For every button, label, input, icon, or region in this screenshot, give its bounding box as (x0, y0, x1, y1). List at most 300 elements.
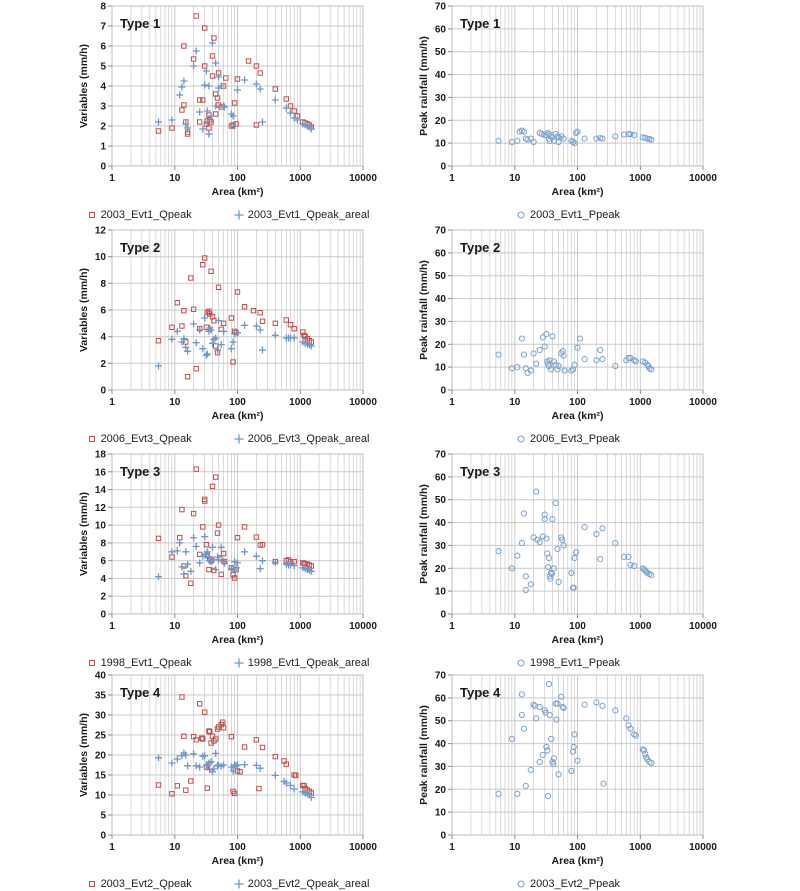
data-point-marker (224, 76, 228, 80)
y-tick-label: 70 (434, 450, 446, 461)
x-tick-label: 100 (229, 397, 246, 408)
x-tick-label: 1000 (629, 621, 652, 632)
x-axis-title: Area (km²) (211, 410, 264, 422)
legend-marker-square-icon (87, 658, 97, 668)
data-point-marker (242, 745, 246, 749)
data-point-marker (189, 276, 193, 280)
y-tick-label: 10 (94, 252, 106, 264)
data-point-marker (534, 489, 539, 494)
y-tick-label: 20 (94, 750, 106, 762)
data-point-marker (534, 361, 539, 366)
data-point-marker (257, 327, 264, 334)
data-point-marker (241, 548, 248, 555)
data-point-marker (528, 767, 533, 772)
data-point-marker (175, 784, 179, 788)
data-point-marker (219, 572, 223, 576)
data-point-marker (496, 352, 501, 357)
data-point-marker (272, 97, 279, 104)
data-point-marker (545, 748, 550, 753)
legend-entry (516, 878, 620, 890)
data-point-marker (259, 119, 266, 126)
data-point-marker (212, 566, 219, 573)
data-point-marker (230, 339, 237, 346)
y-tick-label: 12 (94, 502, 106, 514)
y-axis-title: Variables (mm/h) (78, 267, 90, 353)
data-point-marker (521, 511, 526, 516)
data-point-marker (198, 98, 202, 102)
data-point-marker (189, 779, 193, 783)
x-tick-label: 1000 (289, 173, 312, 184)
x-tick-label: 10000 (689, 397, 717, 408)
x-tick-label: 10 (169, 842, 181, 853)
data-point-marker (180, 108, 184, 112)
y-tick-label: 70 (434, 671, 446, 682)
y-tick-label: 20 (434, 563, 446, 575)
y-tick-label: 5 (100, 810, 106, 822)
chart-title: Type 1 (120, 16, 161, 31)
data-point-marker (521, 726, 526, 731)
x-tick-label: 1 (109, 621, 115, 632)
data-point-marker (537, 759, 542, 764)
data-point-marker (272, 772, 279, 779)
data-point-marker (185, 375, 189, 379)
y-tick-label: 10 (434, 586, 446, 598)
data-point-marker (523, 587, 528, 592)
y-tick-label: 30 (94, 710, 106, 722)
scatter-plot (418, 2, 718, 200)
legend-label: 1998_Evt1_Qpeak_areal (247, 657, 370, 669)
x-tick-label: 100 (569, 173, 586, 184)
data-point-marker (258, 71, 262, 75)
data-point-marker (196, 764, 203, 771)
y-tick-label: 25 (94, 730, 106, 742)
x-tick-label: 10000 (689, 173, 717, 184)
scatter-plot (418, 450, 718, 648)
chart-type2-variables (78, 226, 378, 444)
data-point-marker (156, 536, 160, 540)
legend-label: 2003_Evt1_Qpeak_areal (247, 209, 370, 221)
data-point-marker (642, 748, 647, 753)
data-point-marker (180, 78, 187, 85)
data-point-marker (523, 574, 528, 579)
legend-entry (87, 433, 192, 445)
chart-title: Type 2 (460, 240, 501, 255)
data-point-marker (272, 332, 279, 339)
x-axis-title: Area (km²) (551, 855, 604, 867)
data-point-marker (189, 581, 193, 585)
data-point-marker (205, 786, 209, 790)
y-tick-label: 8 (100, 278, 106, 290)
data-point-marker (260, 745, 264, 749)
x-tick-label: 1000 (289, 397, 312, 408)
legend-entry (516, 209, 620, 221)
data-point-marker (546, 682, 551, 687)
data-point-marker (198, 120, 202, 124)
y-tick-label: 30 (434, 92, 446, 104)
y-tick-label: 60 (434, 693, 446, 705)
data-point-marker (241, 322, 248, 329)
data-point-marker (253, 323, 260, 330)
data-point-marker (175, 301, 179, 305)
y-tick-label: 0 (440, 609, 446, 621)
data-point-marker (496, 549, 501, 554)
y-tick-label: 0 (100, 609, 106, 621)
data-point-marker (582, 136, 587, 141)
data-point-marker (201, 82, 208, 89)
legend-marker-circle-icon (516, 210, 526, 220)
data-point-marker (287, 110, 294, 117)
scatter-plot (78, 671, 378, 869)
y-tick-label: 10 (434, 362, 446, 374)
x-tick-label: 10000 (349, 842, 377, 853)
scatter-plot (418, 671, 718, 869)
legend-label: 2003_Evt1_Ppeak (530, 209, 620, 221)
data-point-marker (582, 702, 587, 707)
data-point-marker (562, 368, 567, 373)
data-point-marker (176, 539, 183, 546)
data-point-marker (190, 321, 197, 328)
data-point-marker (559, 694, 564, 699)
data-point-marker (253, 553, 260, 560)
x-tick-label: 10000 (689, 621, 717, 632)
chart-title: Type 4 (120, 685, 161, 700)
data-point-marker (215, 531, 219, 535)
x-tick-label: 10000 (689, 842, 717, 853)
y-tick-label: 0 (100, 385, 106, 397)
y-axis-title: Variables (mm/h) (78, 43, 90, 129)
x-tick-label: 1 (109, 842, 115, 853)
x-axis-title: Area (km²) (551, 634, 604, 646)
data-point-marker (600, 357, 605, 362)
legend-marker-plus-icon (234, 434, 244, 444)
data-point-marker (546, 565, 551, 570)
y-tick-label: 40 (94, 671, 106, 682)
data-point-marker (537, 347, 542, 352)
data-point-marker (257, 86, 264, 93)
x-tick-label: 1 (109, 173, 115, 184)
legend-label: 2003_Evt2_Qpeak (100, 878, 192, 890)
chart-type2-peak-rainfall (418, 226, 718, 444)
x-tick-label: 1 (449, 397, 455, 408)
y-tick-label: 6 (100, 305, 106, 317)
data-point-marker (212, 750, 219, 757)
y-tick-label: 10 (434, 138, 446, 150)
y-axis-title: Peak rainfall (mm/h) (418, 705, 430, 805)
scatter-plot (78, 450, 378, 648)
data-point-marker (257, 786, 261, 790)
data-point-marker (201, 533, 208, 540)
data-point-marker (194, 467, 198, 471)
y-tick-label: 0 (440, 830, 446, 842)
y-tick-label: 20 (434, 339, 446, 351)
x-tick-label: 10000 (349, 173, 377, 184)
data-point-marker (259, 557, 266, 564)
y-tick-label: 40 (434, 518, 446, 530)
data-point-marker (196, 109, 203, 116)
y-tick-label: 2 (100, 591, 106, 603)
legend-entry (87, 209, 192, 221)
data-point-marker (643, 751, 648, 756)
y-axis-title: Peak rainfall (mm/h) (418, 260, 430, 360)
data-point-marker (519, 336, 524, 341)
data-point-marker (523, 783, 528, 788)
legend-marker-square-icon (87, 210, 97, 220)
y-tick-label: 0 (440, 385, 446, 397)
data-point-marker (515, 791, 520, 796)
y-tick-label: 4 (100, 573, 106, 585)
x-tick-label: 10000 (349, 397, 377, 408)
y-tick-label: 2 (100, 121, 106, 133)
legend-marker-plus-icon (234, 879, 244, 889)
y-tick-label: 60 (434, 472, 446, 484)
data-point-marker (201, 98, 205, 102)
legend-entry (516, 433, 620, 445)
y-tick-label: 7 (100, 21, 106, 33)
y-tick-label: 0 (100, 830, 106, 842)
legend-entry (234, 878, 370, 890)
data-point-marker (156, 129, 160, 133)
data-point-marker (184, 762, 191, 769)
data-point-marker (156, 339, 160, 343)
data-point-marker (251, 309, 255, 313)
data-point-marker (194, 367, 198, 371)
data-point-marker (156, 783, 160, 787)
data-point-marker (234, 87, 241, 94)
data-point-marker (521, 352, 526, 357)
y-axis-title: Variables (mm/h) (78, 712, 90, 798)
data-point-marker (201, 263, 205, 267)
data-point-marker (182, 309, 186, 313)
chart-type1-peak-rainfall (418, 2, 718, 220)
x-tick-label: 10 (169, 397, 181, 408)
chart-legend (78, 205, 378, 225)
chart-legend (418, 653, 718, 673)
y-tick-label: 14 (94, 485, 106, 497)
data-point-marker (260, 319, 264, 323)
data-point-marker (176, 92, 183, 99)
chart-legend (418, 874, 718, 891)
data-point-marker (190, 750, 197, 757)
legend-marker-square-icon (87, 434, 97, 444)
data-point-marker (182, 548, 189, 555)
data-point-marker (547, 712, 552, 717)
y-tick-label: 40 (434, 739, 446, 751)
y-tick-label: 20 (434, 784, 446, 796)
data-point-marker (546, 794, 551, 799)
y-tick-label: 10 (434, 807, 446, 819)
x-tick-label: 1 (449, 173, 455, 184)
legend-label: 2003_Evt2_Qpeak_areal (247, 878, 370, 890)
legend-entry (234, 209, 370, 221)
legend-label: 2003_Evt2_Ppeak (530, 878, 620, 890)
data-point-marker (578, 336, 583, 341)
x-axis-title: Area (km²) (551, 186, 604, 198)
y-tick-label: 20 (434, 115, 446, 127)
y-tick-label: 1 (100, 141, 106, 153)
x-tick-label: 1000 (289, 842, 312, 853)
x-tick-label: 10 (509, 621, 521, 632)
x-tick-label: 10 (509, 842, 521, 853)
chart-type4-variables (78, 671, 378, 889)
chart-legend (78, 653, 378, 673)
y-tick-label: 15 (94, 770, 106, 782)
y-tick-label: 4 (100, 332, 106, 344)
y-tick-label: 30 (434, 761, 446, 773)
x-axis-title: Area (km²) (211, 186, 264, 198)
data-point-marker (205, 131, 212, 138)
legend-entry (234, 657, 370, 669)
data-point-marker (182, 103, 186, 107)
data-point-marker (598, 557, 603, 562)
data-point-marker (180, 507, 184, 511)
x-axis-title: Area (km²) (211, 634, 264, 646)
chart-title: Type 4 (460, 685, 501, 700)
data-point-marker (214, 475, 218, 479)
data-point-marker (519, 692, 524, 697)
y-tick-label: 6 (100, 41, 106, 53)
x-tick-label: 100 (229, 173, 246, 184)
legend-label: 1998_Evt1_Ppeak (530, 657, 620, 669)
data-point-marker (496, 791, 501, 796)
legend-label: 2006_Evt3_Qpeak (100, 433, 192, 445)
y-tick-label: 30 (434, 316, 446, 328)
y-tick-label: 50 (434, 495, 446, 507)
chart-type3-peak-rainfall (418, 450, 718, 668)
chart-legend (78, 874, 378, 891)
y-tick-label: 10 (94, 790, 106, 802)
x-tick-label: 10 (169, 621, 181, 632)
data-point-marker (582, 525, 587, 530)
data-point-marker (241, 77, 248, 84)
y-tick-label: 35 (94, 690, 106, 702)
data-point-marker (515, 553, 520, 558)
data-point-marker (257, 565, 264, 572)
data-point-marker (528, 582, 533, 587)
data-point-marker (212, 103, 219, 110)
legend-entry (87, 878, 192, 890)
legend-label: 2006_Evt3_Qpeak_areal (247, 433, 370, 445)
chart-title: Type 2 (120, 240, 161, 255)
y-tick-label: 0 (100, 161, 106, 173)
y-tick-label: 8 (100, 2, 106, 13)
y-tick-label: 16 (94, 467, 106, 479)
y-tick-label: 60 (434, 24, 446, 36)
data-point-marker (209, 544, 216, 551)
data-point-marker (178, 84, 185, 91)
x-tick-label: 10 (169, 173, 181, 184)
data-point-marker (180, 324, 184, 328)
x-tick-label: 1000 (629, 397, 652, 408)
data-point-marker (190, 63, 197, 70)
data-point-marker (528, 136, 533, 141)
x-tick-label: 100 (569, 397, 586, 408)
data-point-marker (600, 526, 605, 531)
data-point-marker (600, 703, 605, 708)
y-tick-label: 40 (434, 70, 446, 82)
chart-title: Type 3 (460, 464, 501, 479)
data-point-marker (203, 352, 210, 359)
data-point-marker (246, 59, 250, 63)
x-tick-label: 1000 (629, 842, 652, 853)
legend-marker-circle-icon (516, 879, 526, 889)
x-axis-title: Area (km²) (211, 855, 264, 867)
y-tick-label: 30 (434, 540, 446, 552)
x-tick-label: 1000 (289, 621, 312, 632)
y-tick-label: 50 (434, 716, 446, 728)
chart-type3-variables (78, 450, 378, 668)
data-point-marker (241, 761, 248, 768)
y-tick-label: 50 (434, 271, 446, 283)
x-tick-label: 10 (509, 397, 521, 408)
data-point-marker (184, 788, 188, 792)
y-tick-label: 5 (100, 61, 106, 73)
data-point-marker (207, 567, 211, 571)
x-tick-label: 100 (569, 621, 586, 632)
data-point-marker (291, 335, 298, 342)
data-point-marker (259, 347, 266, 354)
data-point-marker (258, 311, 262, 315)
y-axis-title: Variables (mm/h) (78, 491, 90, 577)
y-tick-label: 18 (94, 450, 106, 461)
data-point-marker (205, 83, 212, 90)
scatter-plot (78, 226, 378, 424)
x-tick-label: 1000 (629, 173, 652, 184)
y-tick-label: 2 (100, 358, 106, 370)
legend-entry (87, 657, 192, 669)
x-tick-label: 100 (229, 842, 246, 853)
scatter-plot (78, 2, 378, 200)
data-point-marker (180, 571, 187, 578)
y-tick-label: 70 (434, 226, 446, 237)
y-tick-label: 12 (94, 226, 106, 237)
data-point-marker (555, 546, 560, 551)
legend-entry (234, 433, 370, 445)
y-tick-label: 10 (94, 520, 106, 532)
data-point-marker (220, 328, 227, 335)
y-tick-label: 0 (440, 161, 446, 173)
data-point-marker (554, 717, 559, 722)
chart-type4-peak-rainfall (418, 671, 718, 889)
legend-entry (516, 657, 620, 669)
x-tick-label: 1 (109, 397, 115, 408)
y-tick-label: 50 (434, 47, 446, 59)
y-tick-label: 40 (434, 294, 446, 306)
x-tick-label: 1 (449, 621, 455, 632)
data-point-marker (212, 60, 219, 67)
x-tick-label: 100 (229, 621, 246, 632)
x-tick-label: 10 (509, 173, 521, 184)
y-axis-title: Peak rainfall (mm/h) (418, 36, 430, 136)
x-tick-label: 10000 (349, 621, 377, 632)
chart-title: Type 3 (120, 464, 161, 479)
y-tick-label: 6 (100, 556, 106, 568)
data-point-marker (228, 345, 235, 352)
legend-marker-circle-icon (516, 658, 526, 668)
legend-marker-square-icon (87, 879, 97, 889)
chart-legend (418, 205, 718, 225)
data-point-marker (291, 786, 298, 793)
chart-title: Type 1 (460, 16, 501, 31)
data-point-marker (190, 534, 197, 541)
x-tick-label: 1 (449, 842, 455, 853)
data-point-marker (178, 535, 182, 539)
data-point-marker (194, 14, 198, 18)
scatter-plot (418, 226, 718, 424)
data-point-marker (601, 781, 606, 786)
data-point-marker (209, 340, 216, 347)
chart-legend (418, 429, 718, 449)
legend-label: 2006_Evt3_Ppeak (530, 433, 620, 445)
